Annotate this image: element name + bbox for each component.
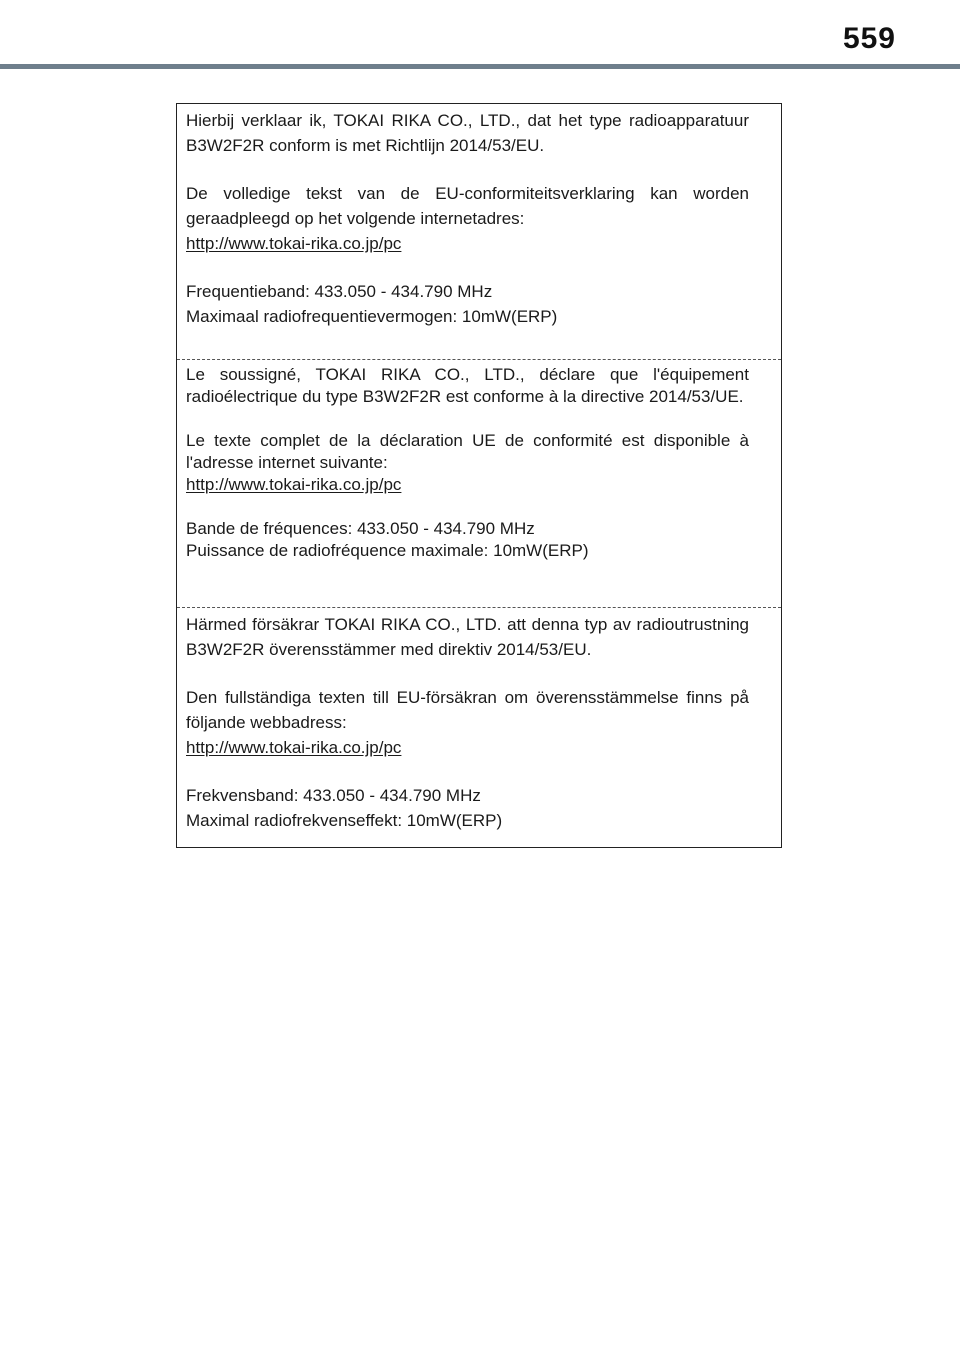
- page-number: 559: [842, 22, 896, 55]
- header-rule: [0, 64, 960, 69]
- french-url-link[interactable]: http://www.tokai-rika.co.jp/pc: [186, 475, 402, 494]
- section-swedish: [177, 608, 781, 847]
- swedish-full-text-info: Den fullständiga texten till EU-försäkran om överensstämmelse finns på följande webbadress:: [186, 688, 749, 732]
- swedish-url-link[interactable]: http://www.tokai-rika.co.jp/pc: [186, 738, 402, 757]
- dutch-max-power: Maximaal radiofrequentievermogen: 10mW(ERP): [186, 307, 558, 326]
- dutch-frequency-band: Frequentieband: 433.050 - 434.790 MHz: [186, 282, 493, 301]
- swedish-frequency-band: Frekvensband: 433.050 - 434.790 MHz: [186, 786, 481, 805]
- dutch-declaration: Hierbij verklaar ik, TOKAI RIKA CO., LTD., dat het type radioapparatuur B3W2F2R conform is met Richtlijn 2014/53/EU.: [186, 111, 749, 155]
- french-declaration: Le soussigné, TOKAI RIKA CO., LTD., déclare que l'équipement radioélectrique du type B3W2F2R est conforme à la directive 2014/53/UE.: [186, 365, 749, 406]
- dutch-url-link[interactable]: http://www.tokai-rika.co.jp/pc: [186, 234, 402, 253]
- french-frequency-band: Bande de fréquences: 433.050 - 434.790 MHz: [186, 519, 535, 538]
- section-dutch: [177, 104, 781, 359]
- swedish-max-power: Maximal radiofrekvenseffekt: 10mW(ERP): [186, 811, 503, 830]
- dutch-full-text-info: De volledige tekst van de EU-conformiteitsverklaring kan worden geraadpleegd op het volgende internetadres:: [186, 184, 749, 228]
- declaration-box: [176, 103, 782, 848]
- section-french: [177, 360, 781, 607]
- french-max-power: Puissance de radiofréquence maximale: 10mW(ERP): [186, 541, 589, 560]
- french-full-text-info: Le texte complet de la déclaration UE de conformité est disponible à l'adresse internet suivante:: [186, 431, 749, 472]
- swedish-declaration: Härmed försäkrar TOKAI RIKA CO., LTD. att denna typ av radioutrustning B3W2F2R överensstämmer med direktiv 2014/53/EU.: [186, 615, 749, 659]
